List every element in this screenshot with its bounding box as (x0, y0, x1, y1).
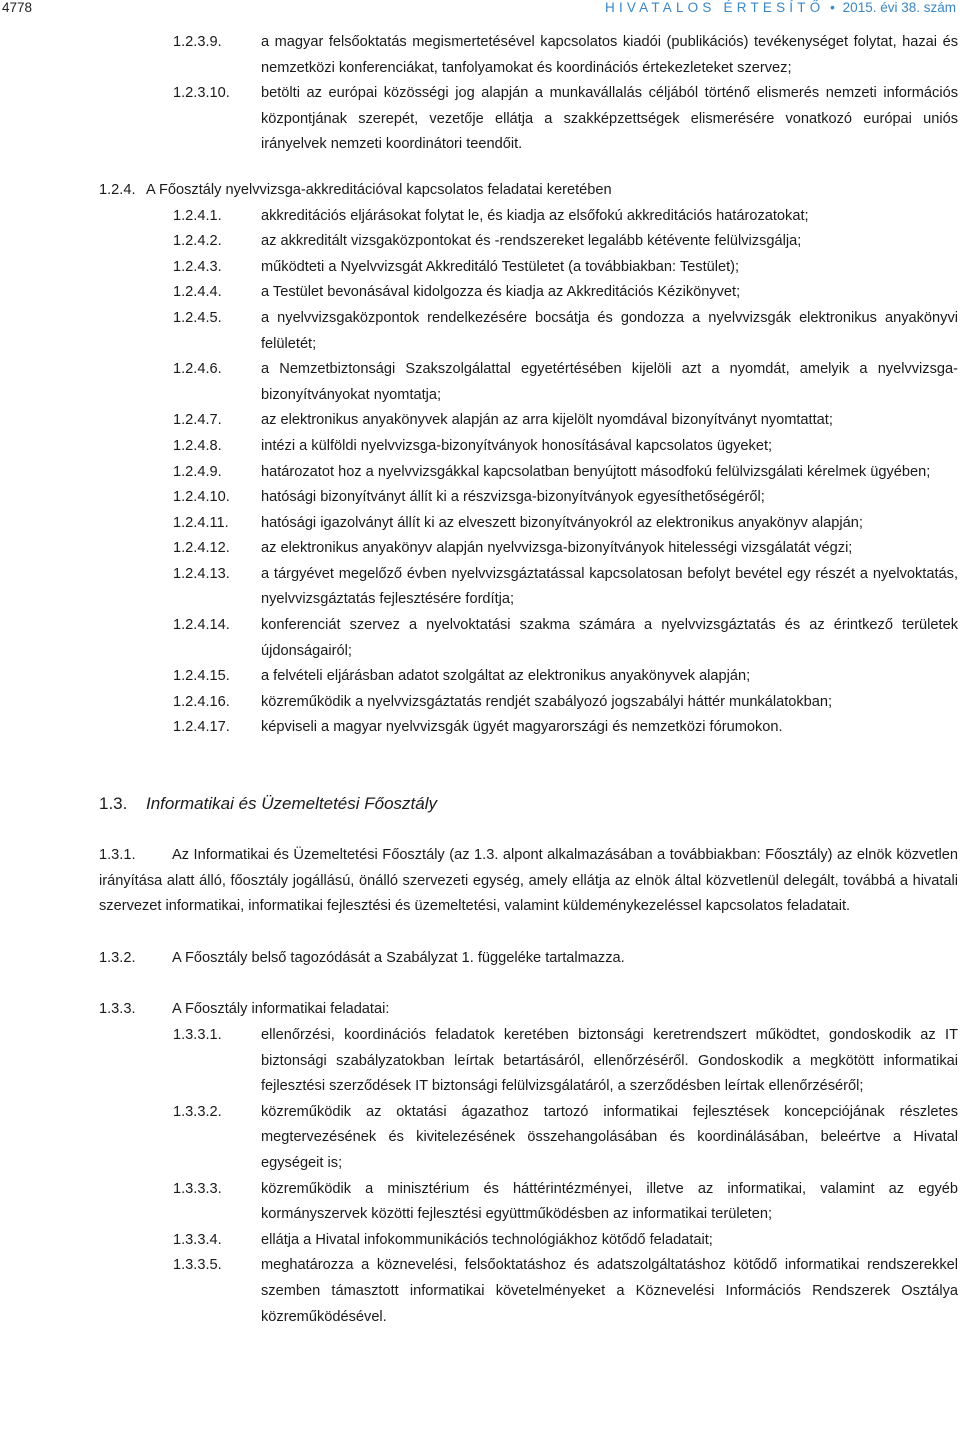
list-item (0, 306, 960, 357)
item-text: a nyelvvizsgaközpontok rendelkezésére bocsátja és gondozza a nyelvvizsgák elektronikus anyakönyvi felületét; (261, 309, 958, 352)
item-text: ellenőrzési, koordinációs feladatok keretében biztonsági keretrendszert működtet, gondoskodik az IT biztonsági szabályzatokban leírtak betartásáról, ellenőrzéséről. Gondoskodik a megkötött informatikai fejlesztési szerződések IT biztonsági felülvizsgálatáról, a szerződésben leírtak ellenőrzéséről; (261, 1027, 958, 1095)
item-text: betölti az európai közösségi jog alapján a munkavállalás céljából történő elismerés nemzeti információs központjának szerepét, vezetője ellátja a szakképzettségek elismerésére vonatkozó európai uniós irányelvek nemzeti koordinátori teendőit. (261, 85, 958, 153)
list-item (0, 280, 960, 306)
list-item (0, 229, 960, 255)
item-number: 1.2.4.4. (173, 284, 222, 301)
section-1-2-4-heading (0, 178, 960, 204)
item-number: 1.3.2. (99, 949, 136, 966)
item-number: 1.3.3.2. (173, 1103, 222, 1120)
item-text: az akkreditált vizsgaközpontokat és -rendszereket legalább kétévente felülvizsgálja; (261, 233, 802, 250)
item-number: 1.2.3.9. (173, 34, 222, 50)
paragraph-1-3-1 (0, 843, 960, 920)
item-number: 1.2.4. (99, 181, 136, 198)
item-number: 1.3.3.1. (173, 1027, 222, 1043)
list-item (0, 613, 960, 664)
item-number: 1.3.3.4. (173, 1231, 222, 1248)
paragraph-1-3-2 (0, 946, 960, 972)
publication-info (605, 0, 956, 15)
page-number: 4778 (2, 0, 33, 15)
item-number: 1.2.4.11. (173, 514, 229, 531)
item-text: Az Informatikai és Üzemeltetési Főosztály (az 1.3. alpont alkalmazásában a továbbiakban: Főosztály) az elnök közvetlen irányítása alatt álló, főosztály jogállású, önálló szervezeti egység, amely ellátja az elnök által közvetlenül delegált, továbbá a hivatali szervezet informatikai, informatikai fejlesztési és üzemeltetési, valamint küldeménykezeléssel kapcsolatos feladatait. (99, 847, 958, 915)
list-item (0, 1023, 960, 1100)
item-text: az elektronikus anyakönyv alapján nyelvvizsga-bizonyítványok hitelességi vizsgálatát végzi; (261, 540, 853, 557)
item-number: 1.2.4.15. (173, 668, 230, 685)
item-text: a Testület bevonásával kidolgozza és kiadja az Akkreditációs Kézikönyvet; (261, 284, 741, 301)
item-number: 1.2.4.2. (173, 233, 222, 250)
list-item (0, 690, 960, 716)
item-number: 1.2.4.1. (173, 207, 222, 224)
header-separator: • (830, 0, 835, 15)
list-item (0, 1253, 960, 1330)
item-text: hatósági igazolványt állít ki az elveszett bizonyítványokról az elektronikus anyakönyv alapján; (261, 514, 863, 531)
section-heading: Informatikai és Üzemeltetési Főosztály (146, 794, 437, 814)
item-number: 1.2.4.12. (173, 540, 230, 557)
item-text: konferenciát szervez a nyelvoktatási szakma számára a nyelvvizsgáztatás és az érintkező területek újdonságairól; (261, 617, 958, 659)
item-text: közreműködik a minisztérium és háttérintézményei, illetve az informatikai, valamint az egyéb kormányszervek közötti fejlesztési együttműködésben az informatikai területen; (261, 1180, 958, 1223)
item-text: intézi a külföldi nyelvvizsga-bizonyítványok honosításával kapcsolatos ügyeket; (261, 437, 773, 454)
item-number: 1.2.4.9. (173, 463, 222, 480)
list-item (0, 511, 960, 537)
item-text: közreműködik a nyelvvizsgáztatás rendjét szabályozó jogszabályi háttér munkálatokban; (261, 693, 833, 710)
item-text: a magyar felsőoktatás megismertetésével kapcsolatos kiadói (publikációs) tevékenységet folytat, hazai és nemzetközi konferenciákat, tanfolyamokat és koordinációs értekezleteket szervez; (261, 34, 958, 76)
list-item (0, 357, 960, 408)
item-text: A Főosztály informatikai feladatai: (172, 1001, 390, 1018)
item-number: 1.2.4.14. (173, 617, 230, 634)
section-number: 1.3. (99, 794, 128, 814)
item-number: 1.2.4.13. (173, 565, 230, 582)
item-text: képviseli a magyar nyelvvizsgák ügyét magyarországi és nemzetközi fórumokon. (261, 719, 783, 736)
list-item (0, 204, 960, 230)
item-text: közreműködik az oktatási ágazathoz tartozó informatikai fejlesztések koncepciójának részletes megtervezésének és kivitelezésének összehangolásában és koordinálásában, beleértve a Hivatal egységeit is; (261, 1103, 958, 1171)
paragraph-1-3-3 (0, 997, 960, 1023)
item-number: 1.2.4.3. (173, 258, 222, 275)
issue-label: 2015. évi 38. szám (842, 0, 956, 15)
list-item (0, 562, 960, 613)
item-number: 1.2.4.7. (173, 412, 222, 429)
page-header (0, 0, 960, 20)
item-text: akkreditációs eljárásokat folytat le, és kiadja az elsőfokú akkreditációs határozatokat; (261, 207, 809, 224)
list-item (0, 255, 960, 281)
list-item (0, 1100, 960, 1177)
item-text: meghatározza a köznevelési, felsőoktatáshoz és adatszolgáltatáshoz kötődő informatikai rendszerekkel szemben támasztott informatikai követelményeket a Köznevelési Információs Rendszerek Osztálya közreműködésével. (261, 1257, 958, 1325)
list-item (0, 664, 960, 690)
item-text: az elektronikus anyakönyvek alapján az arra kijelölt nyomdával bizonyítványt nyomtattat; (261, 412, 833, 429)
item-number: 1.2.4.16. (173, 693, 230, 710)
list-item (0, 434, 960, 460)
list-item (0, 1228, 960, 1254)
item-text: a tárgyévet megelőző évben nyelvvizsgáztatással kapcsolatosan befolyt bevétel egy részét a nyelvoktatás, nyelvvizsgáztatás fejlesztésére fordítja; (261, 565, 958, 608)
list-item (0, 485, 960, 511)
list-item (0, 536, 960, 562)
list-item (0, 715, 960, 741)
list-1-2-4 (0, 204, 960, 741)
list-item (0, 1177, 960, 1228)
item-number: 1.3.1. (99, 847, 136, 864)
list-item (0, 408, 960, 434)
publication-title: HIVATALOS ÉRTESÍTŐ (605, 0, 825, 15)
item-number: 1.2.4.8. (173, 437, 222, 454)
item-text: a felvételi eljárásban adatot szolgáltat az elektronikus anyakönyvek alapján; (261, 668, 751, 685)
list-1-3-3 (0, 1023, 960, 1330)
item-text: működteti a Nyelvvizsgát Akkreditáló Testületet (a továbbiakban: Testület); (261, 258, 740, 275)
item-text: határozatot hoz a nyelvvizsgákkal kapcsolatban benyújtott másodfokú felülvizsgálati kérelmek ügyében; (261, 463, 931, 480)
section-1-3-title (0, 791, 960, 817)
item-number: 1.2.4.10. (173, 489, 230, 506)
item-number: 1.2.3.10. (173, 85, 230, 102)
item-text: A Főosztály belső tagozódását a Szabályzat 1. függeléke tartalmazza. (172, 949, 625, 966)
item-number: 1.3.3.3. (173, 1180, 222, 1197)
item-number: 1.3.3. (99, 1001, 136, 1018)
item-text: hatósági bizonyítványt állít ki a részvizsga-bizonyítványok egyesíthetőségéről; (261, 489, 765, 506)
list-item (0, 30, 960, 81)
document-body (0, 30, 960, 1330)
item-text: A Főosztály nyelvvizsga-akkreditációval kapcsolatos feladatai keretében (146, 181, 612, 198)
item-number: 1.2.4.5. (173, 309, 222, 326)
item-number: 1.2.4.17. (173, 719, 230, 736)
item-text: ellátja a Hivatal infokommunikációs technológiákhoz kötődő feladatait; (261, 1231, 713, 1248)
list-1-2-3 (0, 30, 960, 158)
item-number: 1.2.4.6. (173, 361, 222, 378)
list-item (0, 81, 960, 158)
item-number: 1.3.3.5. (173, 1257, 222, 1274)
item-text: a Nemzetbiztonsági Szakszolgálattal egyetértésében kijelöli azt a nyomdát, amelyik a nyelvvizsga-bizonyítványokat nyomtatja; (261, 361, 958, 403)
list-item (0, 460, 960, 486)
